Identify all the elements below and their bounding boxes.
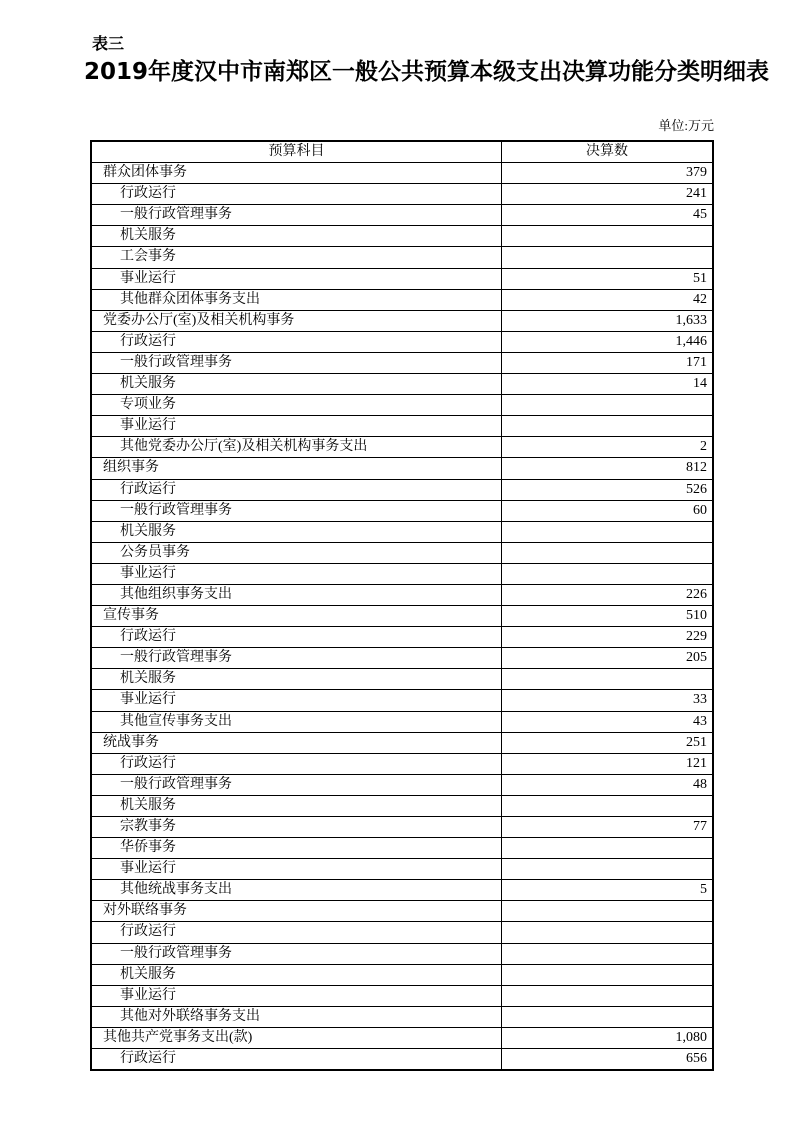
amount-cell: 379 <box>501 163 712 183</box>
amount-cell: 1,080 <box>501 1028 712 1048</box>
table-row <box>92 838 712 859</box>
table-row <box>92 163 712 184</box>
amount-cell <box>501 669 712 689</box>
subject-cell: 机关服务 <box>120 376 176 392</box>
subject-cell: 事业运行 <box>120 861 176 877</box>
amount-cell <box>501 543 712 563</box>
amount-cell: 43 <box>501 712 712 732</box>
amount-cell: 251 <box>501 733 712 753</box>
table-row <box>92 416 712 437</box>
subject-cell: 事业运行 <box>120 987 176 1003</box>
table-row <box>92 226 712 247</box>
subject-cell: 一般行政管理事务 <box>120 945 232 961</box>
subject-cell: 工会事务 <box>120 249 176 265</box>
table-row <box>92 585 712 606</box>
table-row <box>92 817 712 838</box>
amount-cell: 33 <box>501 690 712 710</box>
table-row <box>92 290 712 311</box>
table-row <box>92 437 712 458</box>
subject-cell: 统战事务 <box>103 734 159 750</box>
table-row <box>92 501 712 522</box>
subject-cell: 事业运行 <box>120 692 176 708</box>
table-row <box>92 247 712 268</box>
amount-cell <box>501 986 712 1006</box>
table-row <box>92 374 712 395</box>
subject-cell: 事业运行 <box>120 270 176 286</box>
subject-cell: 行政运行 <box>120 333 176 349</box>
amount-cell: 14 <box>501 374 712 394</box>
subject-cell: 机关服务 <box>120 797 176 813</box>
table-header-row <box>92 142 712 163</box>
table-row <box>92 880 712 901</box>
table-row <box>92 353 712 374</box>
amount-cell <box>501 838 712 858</box>
table-row <box>92 480 712 501</box>
subject-cell: 行政运行 <box>120 629 176 645</box>
subject-cell: 事业运行 <box>120 418 176 434</box>
amount-cell: 51 <box>501 269 712 289</box>
subject-cell: 公务员事务 <box>120 544 190 560</box>
table-row <box>92 965 712 986</box>
table-row <box>92 311 712 332</box>
table-row <box>92 1007 712 1028</box>
document-title: 2019年度汉中市南郑区一般公共预算本级支出决算功能分类明细表 <box>84 59 770 85</box>
table-row <box>92 1028 712 1049</box>
subject-cell: 一般行政管理事务 <box>120 207 232 223</box>
subject-cell: 宗教事务 <box>120 819 176 834</box>
subject-cell: 行政运行 <box>120 481 176 497</box>
amount-cell: 121 <box>501 754 712 774</box>
subject-cell: 机关服务 <box>120 966 176 982</box>
table-row <box>92 458 712 479</box>
amount-cell <box>501 922 712 942</box>
table-number-label: 表三 <box>92 34 125 53</box>
amount-cell <box>501 395 712 415</box>
table-row <box>92 184 712 205</box>
amount-cell: 60 <box>501 501 712 521</box>
amount-cell <box>501 1007 712 1027</box>
subject-cell: 其他党委办公厅(室)及相关机构事务支出 <box>120 439 368 455</box>
subject-cell: 华侨事务 <box>120 840 176 856</box>
subject-cell: 其他对外联络事务支出 <box>120 1008 260 1024</box>
table-row <box>92 205 712 226</box>
amount-cell: 171 <box>501 353 712 373</box>
amount-cell: 1,633 <box>501 311 712 331</box>
amount-cell: 42 <box>501 290 712 310</box>
subject-cell: 专项业务 <box>120 397 176 413</box>
table-row <box>92 395 712 416</box>
table-row <box>92 669 712 690</box>
column-header-amount: 决算数 <box>501 142 712 162</box>
amount-cell <box>501 564 712 584</box>
amount-cell <box>501 522 712 542</box>
subject-cell: 行政运行 <box>120 924 176 940</box>
table-row <box>92 648 712 669</box>
amount-cell <box>501 965 712 985</box>
table-row <box>92 564 712 585</box>
amount-cell: 48 <box>501 775 712 795</box>
column-header-subject: 预算科目 <box>268 144 325 159</box>
subject-cell: 党委办公厅(室)及相关机构事务 <box>103 312 295 328</box>
amount-cell: 510 <box>501 606 712 626</box>
amount-cell: 229 <box>501 627 712 647</box>
amount-cell <box>501 796 712 816</box>
amount-cell: 656 <box>501 1049 712 1069</box>
amount-cell <box>501 944 712 964</box>
subject-cell: 其他群众团体事务支出 <box>120 291 260 307</box>
subject-cell: 一般行政管理事务 <box>120 776 232 792</box>
table-row <box>92 627 712 648</box>
table-row <box>92 712 712 733</box>
subject-cell: 事业运行 <box>120 565 176 581</box>
table-row <box>92 1049 712 1069</box>
table-row <box>92 332 712 353</box>
table-row <box>92 901 712 922</box>
table-row <box>92 859 712 880</box>
subject-cell: 行政运行 <box>120 186 176 202</box>
subject-cell: 其他统战事务支出 <box>120 882 232 898</box>
subject-cell: 其他共产党事务支出(款) <box>103 1029 253 1045</box>
table-row <box>92 944 712 965</box>
table-row <box>92 733 712 754</box>
subject-cell: 行政运行 <box>120 1051 176 1067</box>
subject-cell: 机关服务 <box>120 523 176 539</box>
table-row <box>92 522 712 543</box>
subject-cell: 群众团体事务 <box>103 165 187 181</box>
table-row <box>92 754 712 775</box>
subject-cell: 其他宣传事务支出 <box>120 713 232 729</box>
amount-cell: 205 <box>501 648 712 668</box>
subject-cell: 一般行政管理事务 <box>120 354 232 370</box>
amount-cell: 45 <box>501 205 712 225</box>
amount-cell <box>501 226 712 246</box>
amount-cell: 226 <box>501 585 712 605</box>
table-row <box>92 796 712 817</box>
table-row <box>92 606 712 627</box>
subject-cell: 一般行政管理事务 <box>120 650 232 666</box>
budget-table <box>90 140 714 1071</box>
amount-cell: 2 <box>501 437 712 457</box>
amount-cell: 5 <box>501 880 712 900</box>
unit-label: 单位:万元 <box>658 118 714 133</box>
amount-cell <box>501 859 712 879</box>
table-row <box>92 922 712 943</box>
subject-cell: 宣传事务 <box>103 608 159 624</box>
amount-cell: 241 <box>501 184 712 204</box>
amount-cell: 812 <box>501 458 712 478</box>
subject-cell: 对外联络事务 <box>103 903 187 919</box>
subject-cell: 组织事务 <box>103 460 159 476</box>
subject-cell: 行政运行 <box>120 755 176 771</box>
amount-cell: 77 <box>501 817 712 837</box>
amount-cell: 526 <box>501 480 712 500</box>
table-row <box>92 690 712 711</box>
amount-cell <box>501 901 712 921</box>
subject-cell: 机关服务 <box>120 228 176 244</box>
amount-cell <box>501 247 712 267</box>
subject-cell: 机关服务 <box>120 671 176 687</box>
subject-cell: 一般行政管理事务 <box>120 502 232 518</box>
table-row <box>92 775 712 796</box>
subject-cell: 其他组织事务支出 <box>120 586 232 602</box>
amount-cell <box>501 416 712 436</box>
table-row <box>92 543 712 564</box>
amount-cell: 1,446 <box>501 332 712 352</box>
table-row <box>92 269 712 290</box>
table-row <box>92 986 712 1007</box>
